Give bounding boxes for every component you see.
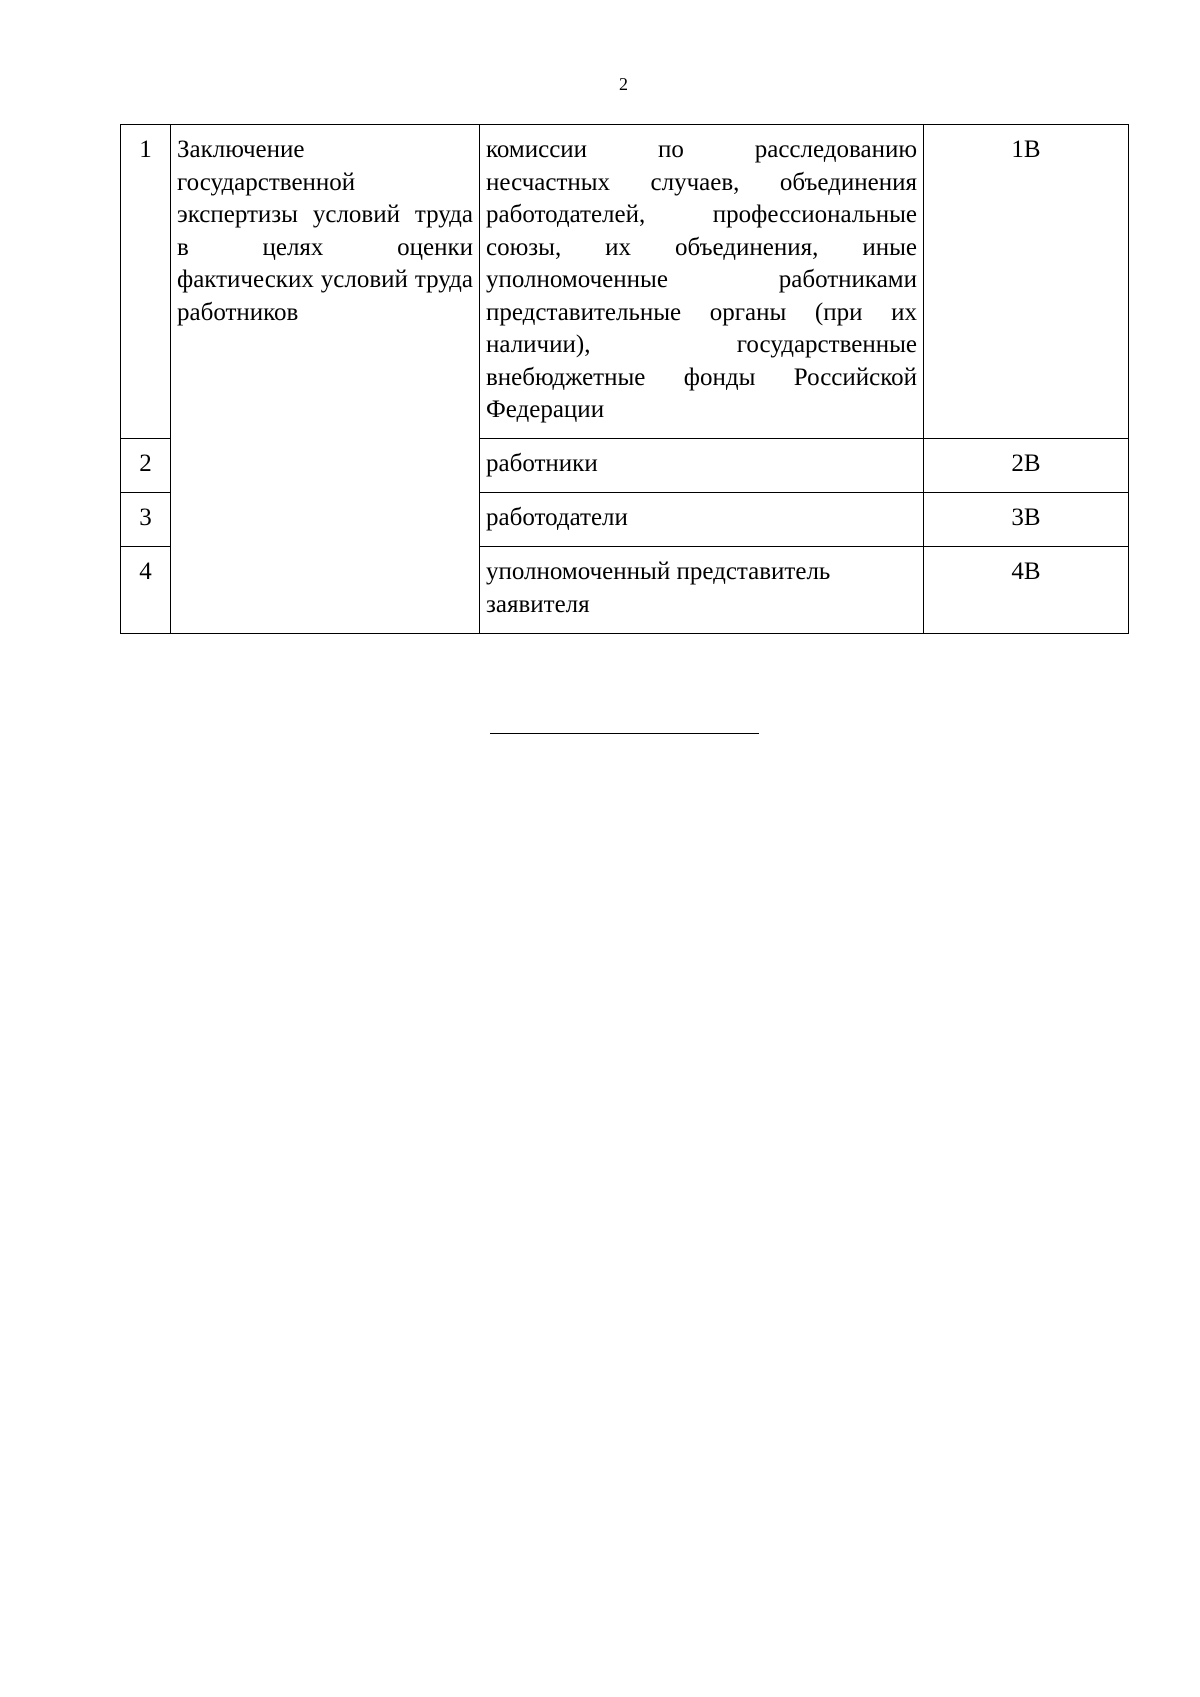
applicant-code-cell: 4В [924,547,1129,634]
row-number: 4 [121,547,171,634]
applicant-codes-table [120,124,1129,634]
applicant-category-cell: комиссии по расследованию несчастных случаев, объединения работодателей, профессиональные союзы, их объединения, иные уполномоченные работниками представительные органы (при их наличии), государственные внебюджетные фонды Российской Федерации [480,125,924,439]
applicant-code-cell: 3В [924,493,1129,547]
row-number: 2 [121,439,171,493]
row-number: 1 [121,125,171,439]
applicant-code-cell: 2В [924,439,1129,493]
applicant-category-cell: работники [480,439,924,493]
table-row [121,125,1129,439]
applicant-code-cell: 1В [924,125,1129,439]
page-number: 2 [619,74,628,94]
applicant-category-cell: уполномоченный представитель заявителя [480,547,924,634]
document-name-cell: Заключение государственной экспертизы условий труда в целях оценки фактических условий труда работников [171,125,480,634]
applicant-category-cell: работодатели [480,493,924,547]
end-of-document-rule [490,733,759,734]
row-number: 3 [121,493,171,547]
